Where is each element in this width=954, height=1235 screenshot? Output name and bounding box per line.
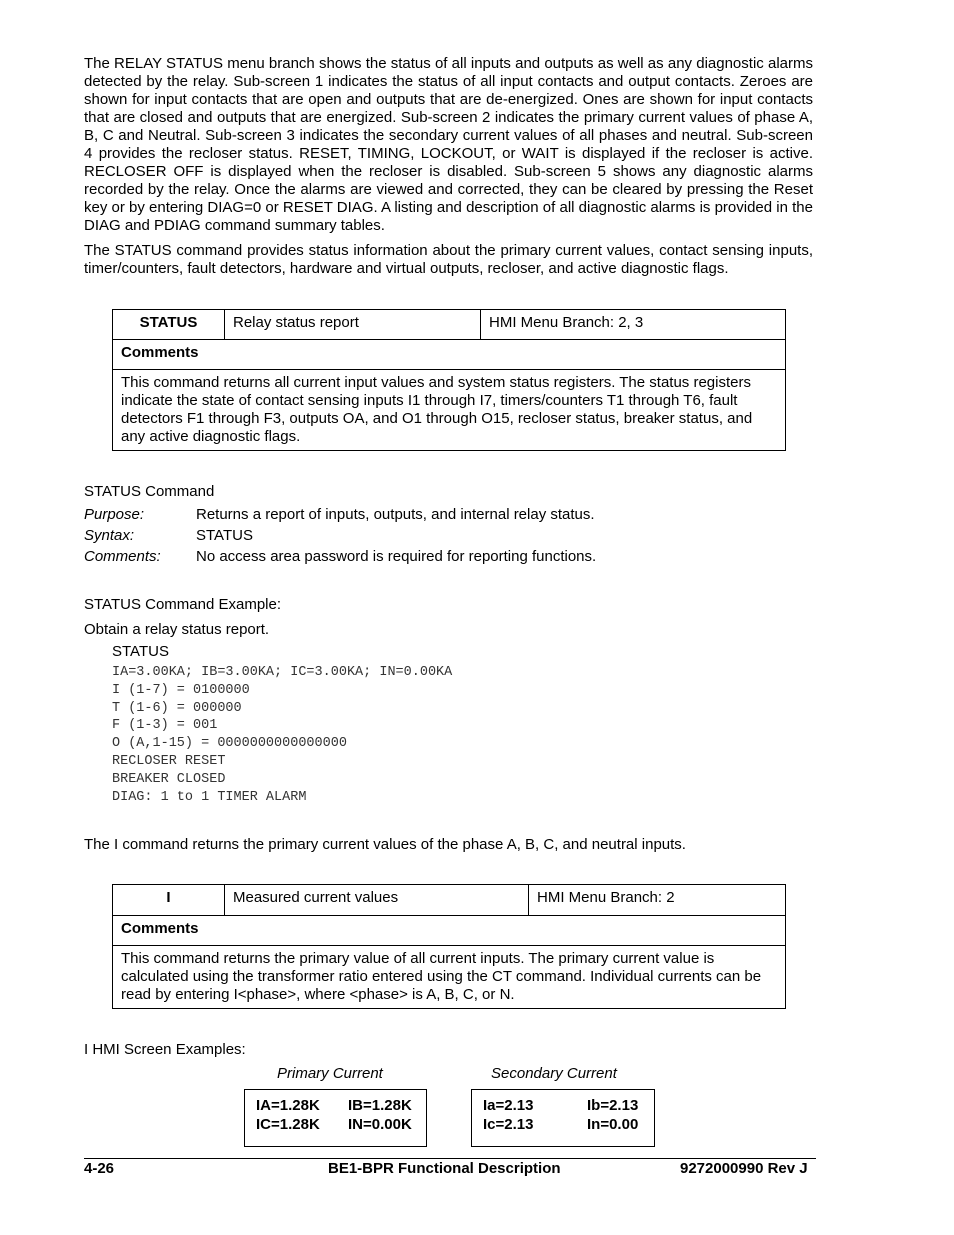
secondary-in: In=0.00 xyxy=(587,1116,639,1133)
output-line: I (1-7) = 0100000 xyxy=(112,682,250,698)
primary-current-title: Primary Current xyxy=(277,1065,383,1082)
table-description-cell: Relay status report xyxy=(225,310,481,340)
secondary-current-title: Secondary Current xyxy=(491,1065,617,1082)
example-intro: Obtain a relay status report. xyxy=(84,621,270,638)
primary-ib: IB=1.28K xyxy=(348,1097,412,1114)
output-line: F (1-3) = 001 xyxy=(112,718,218,734)
comments-label: Comments: xyxy=(84,548,161,565)
table-comments-label: Comments xyxy=(113,916,786,946)
intro-paragraph-2: The STATUS command provides status information about the primary current values, contact sensing inputs, timer/counters, fault detectors, hardware and virtual outputs, recloser, and active diagnostic flags. xyxy=(84,242,813,277)
purpose-label: Purpose: xyxy=(84,506,145,523)
output-line: IA=3.00KA; IB=3.00KA; IC=3.00KA; IN=0.00KA xyxy=(112,665,453,680)
primary-in: IN=0.00K xyxy=(348,1116,412,1133)
example-heading: STATUS Command Example: xyxy=(84,596,281,613)
primary-ic: IC=1.28K xyxy=(256,1116,320,1133)
footer-doc-number: 9272000990 Rev J xyxy=(680,1160,808,1177)
primary-current-display xyxy=(244,1089,427,1147)
comments-value: No access area password is required for reporting functions. xyxy=(196,548,597,565)
secondary-ic: Ic=2.13 xyxy=(483,1116,534,1133)
example-output xyxy=(112,664,452,806)
syntax-value: STATUS xyxy=(196,527,253,544)
footer-rule xyxy=(84,1158,816,1159)
secondary-ia: Ia=2.13 xyxy=(483,1097,534,1114)
output-line: T (1-6) = 000000 xyxy=(112,700,242,716)
syntax-label: Syntax: xyxy=(84,527,135,544)
table-comments-label: Comments xyxy=(113,340,786,370)
intro-paragraph-1: The RELAY STATUS menu branch shows the status of all inputs and outputs as well as any diagnostic alarms detected by the relay. Sub-screen 1 indicates the status of all input contacts and output contacts. Zeroes are shown for input contacts that are open and outputs that are de-energized. Ones are shown for input contacts that are closed and outputs that are energized. Sub-screen 2 indicates the primary current values of phase A, B, C and Neutral. Sub-screen 3 indicates the secondary current values of all phases and neutral. Sub-screen 4 provides the recloser status. RESET, TIMING, LOCKOUT, or WAIT is displayed if the recloser is active. RECLOSER OFF is displayed when the recloser is disabled. Sub-screen 5 shows any diagnostic alarms recorded by the relay. Once the alarms are viewed and corrected, they can be cleared by pressing the Reset key or by entering DIAG=0 or RESET DIAG. A listing and description of all diagnostic alarms is provided in the DIAG and PDIAG command summary tables. xyxy=(84,55,813,234)
output-line: DIAG: 1 to 1 TIMER ALARM xyxy=(112,789,307,805)
table-command-cell: STATUS xyxy=(113,310,225,340)
table-hmi-cell: HMI Menu Branch: 2, 3 xyxy=(481,310,786,340)
hmi-examples-heading: I HMI Screen Examples: xyxy=(84,1041,246,1058)
status-command-heading: STATUS Command xyxy=(84,483,215,500)
status-command-table xyxy=(112,309,786,451)
table-comments-text: This command returns the primary value of all current inputs. The primary current value is calculated using the transformer ratio entered using the CT command. Individual currents can be read by entering I<phase>, where <phase> is A, B, C, or N. xyxy=(113,946,786,1009)
output-line: O (A,1-15) = 0000000000000000 xyxy=(112,736,347,752)
primary-ia: IA=1.28K xyxy=(256,1097,320,1114)
i-command-table xyxy=(112,884,786,1009)
table-command-cell: I xyxy=(113,885,225,916)
output-line: BREAKER CLOSED xyxy=(112,771,226,787)
footer-page-number: 4-26 xyxy=(84,1160,115,1177)
secondary-ib: Ib=2.13 xyxy=(587,1097,639,1114)
example-command: STATUS xyxy=(112,643,169,660)
table-hmi-cell: HMI Menu Branch: 2 xyxy=(529,885,786,916)
i-command-intro: The I command returns the primary current values of the phase A, B, C, and neutral inputs. xyxy=(84,836,686,853)
purpose-value: Returns a report of inputs, outputs, and internal relay status. xyxy=(196,506,595,523)
table-description-cell: Measured current values xyxy=(225,885,529,916)
output-line: RECLOSER RESET xyxy=(112,753,226,769)
table-comments-text: This command returns all current input values and system status registers. The status registers indicate the state of contact sensing inputs I1 through I7, timers/counters T1 through T6, fault detectors F1 through F3, outputs OA, and O1 through O15, recloser status, breaker status, and any active diagnostic flags. xyxy=(113,370,786,451)
secondary-current-display xyxy=(471,1089,655,1147)
footer-title: BE1-BPR Functional Description xyxy=(328,1160,561,1177)
